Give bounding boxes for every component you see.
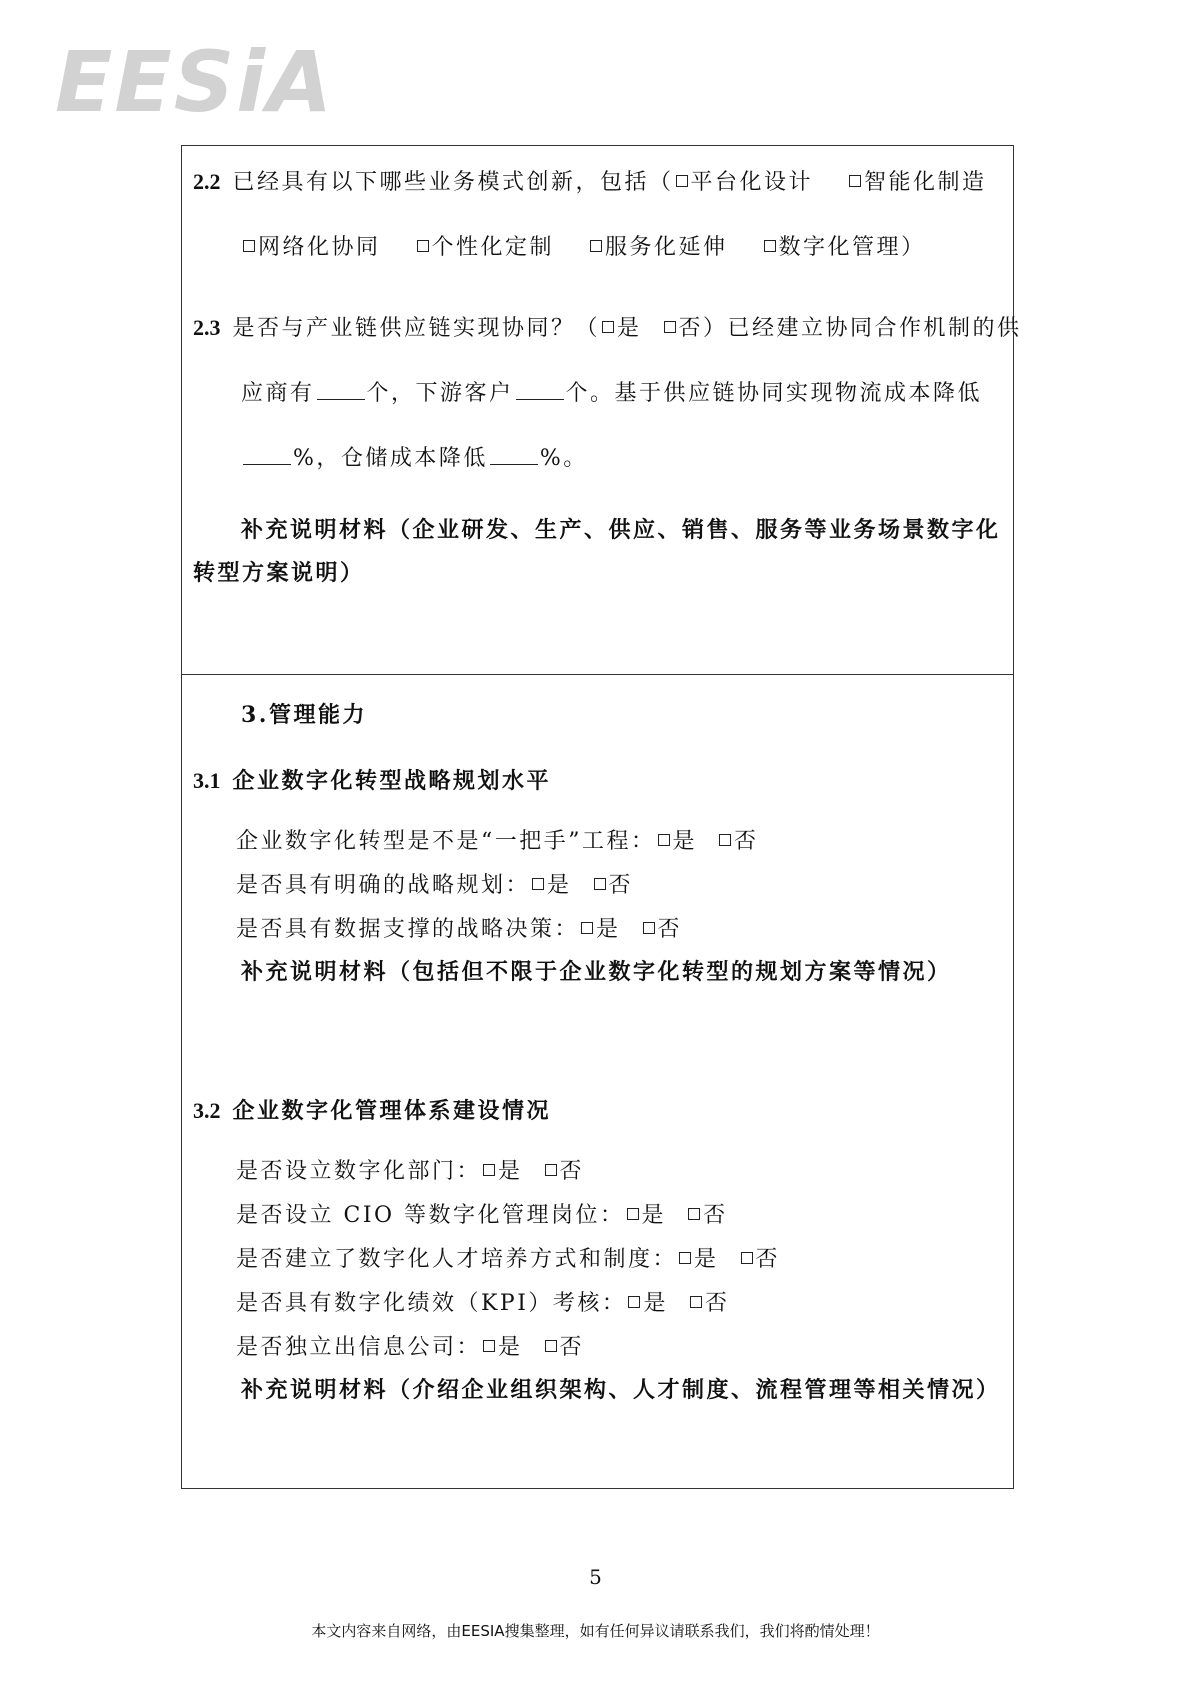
label-yes: 是	[498, 1159, 523, 1184]
checkbox-platform[interactable]	[676, 175, 688, 187]
label-yes: 是	[596, 917, 621, 942]
checkbox-digital-management[interactable]	[764, 240, 776, 252]
supplement-3-1: 补充说明材料（包括但不限于企业数字化转型的规划方案等情况）	[241, 959, 952, 985]
text-suppliers: 应商有	[241, 381, 315, 406]
label-no: 否	[657, 917, 683, 942]
label-no: 否	[608, 873, 634, 898]
option-network: 网络化协同	[258, 235, 381, 260]
item-2-2-line2	[241, 230, 926, 261]
item-3-2-q3-text: 是否建立了数字化人才培养方式和制度：	[236, 1247, 678, 1272]
item-3-1-q2-text: 是否具有明确的战略规划：	[236, 873, 531, 898]
checkbox-2-3-no[interactable]	[664, 321, 676, 333]
text-logistics: 个。基于供应链协同实现物流成本降低	[565, 381, 983, 406]
item-2-2-number: 2.2	[193, 169, 221, 194]
label-no: 否	[734, 829, 759, 854]
label-no: 否	[703, 1203, 728, 1228]
item-3-2-heading	[193, 1094, 551, 1125]
supplement-2-line2: 转型方案说明）	[193, 560, 365, 586]
blank-customers[interactable]	[516, 381, 564, 400]
text-customers: 个，下游客户	[366, 381, 514, 406]
checkbox-3-2-q2-yes[interactable]	[627, 1208, 639, 1220]
item-2-3-line2	[241, 376, 982, 407]
option-digital-management: 数字化管理	[778, 235, 902, 260]
label-yes: 是	[547, 873, 572, 898]
item-3-1-q1	[236, 824, 759, 855]
item-2-3-line1	[193, 311, 1022, 342]
item-2-2-line1	[193, 165, 987, 196]
checkbox-3-2-q4-no[interactable]	[690, 1296, 702, 1308]
item-2-3-line3	[241, 441, 588, 472]
checkbox-3-1-q1-no[interactable]	[719, 834, 731, 846]
item-2-2-close: ）	[901, 235, 926, 260]
checkbox-network[interactable]	[243, 240, 255, 252]
checkbox-customization[interactable]	[417, 240, 429, 252]
text-percent-end: %。	[539, 446, 588, 471]
item-3-2-title: 企业数字化管理体系建设情况	[232, 1098, 552, 1124]
option-platform: 平台化设计	[690, 170, 814, 195]
label-yes: 是	[643, 1291, 668, 1316]
option-service-extension: 服务化延伸	[605, 235, 728, 260]
blank-suppliers[interactable]	[317, 381, 365, 400]
item-3-2-q3	[236, 1242, 780, 1273]
checkbox-service-extension[interactable]	[590, 240, 602, 252]
supplement-2-line1: 补充说明材料（企业研发、生产、供应、销售、服务等业务场景数字化	[241, 517, 1001, 543]
item-2-2-intro: 已经具有以下哪些业务模式创新，包括（	[232, 170, 674, 195]
item-3-1-heading	[193, 764, 551, 795]
label-yes: 是	[694, 1247, 719, 1272]
item-2-3-after: ）已经建立协同合作机制的供	[703, 316, 1022, 341]
checkbox-3-2-q1-yes[interactable]	[483, 1164, 495, 1176]
footer-disclaimer: 本文内容来自网络，由EESIA搜集整理，如有任何异议请联系我们，我们将酌情处理！	[311, 1622, 880, 1640]
item-3-1-q1-text: 企业数字化转型是不是“一把手”工程：	[236, 829, 656, 854]
checkbox-3-1-q2-yes[interactable]	[532, 878, 544, 890]
checkbox-3-2-q3-yes[interactable]	[679, 1252, 691, 1264]
item-3-1-q3	[236, 912, 682, 943]
checkbox-3-1-q1-yes[interactable]	[658, 834, 670, 846]
checkbox-3-2-q1-no[interactable]	[545, 1164, 557, 1176]
item-3-1-title: 企业数字化转型战略规划水平	[232, 768, 552, 794]
item-3-2-q2	[236, 1198, 728, 1229]
item-3-2-number: 3.2	[193, 1098, 221, 1123]
checkbox-smart-manufacturing[interactable]	[849, 175, 861, 187]
item-3-2-q2-text: 是否设立 CIO 等数字化管理岗位：	[236, 1203, 625, 1228]
checkbox-3-1-q3-no[interactable]	[643, 922, 655, 934]
item-3-2-q4-text: 是否具有数字化绩效（KPI）考核：	[236, 1291, 627, 1316]
checkbox-3-2-q4-yes[interactable]	[628, 1296, 640, 1308]
checkbox-3-2-q3-no[interactable]	[741, 1252, 753, 1264]
blank-logistics-percent[interactable]	[243, 446, 291, 465]
eesia-logo: EESiA	[55, 33, 335, 131]
item-3-2-q1	[236, 1154, 584, 1185]
checkbox-3-2-q5-no[interactable]	[545, 1340, 557, 1352]
item-3-1-q2	[236, 868, 633, 899]
label-no: 否	[678, 316, 704, 341]
option-customization: 个性化定制	[431, 235, 555, 260]
label-yes: 是	[498, 1335, 523, 1360]
label-no: 否	[559, 1335, 585, 1360]
item-2-3-number: 2.3	[193, 315, 221, 340]
blank-storage-percent[interactable]	[490, 446, 538, 465]
supplement-3-2: 补充说明材料（介绍企业组织架构、人才制度、流程管理等相关情况）	[241, 1377, 1001, 1403]
item-3-2-q1-text: 是否设立数字化部门：	[236, 1159, 482, 1184]
table-divider	[182, 674, 1013, 675]
label-no: 否	[559, 1159, 585, 1184]
label-no: 否	[704, 1291, 730, 1316]
item-3-2-q4	[236, 1286, 729, 1317]
checkbox-3-1-q3-yes[interactable]	[581, 922, 593, 934]
label-no: 否	[755, 1247, 781, 1272]
item-3-2-q5	[236, 1330, 584, 1361]
label-yes: 是	[617, 316, 642, 341]
checkbox-2-3-yes[interactable]	[602, 321, 614, 333]
text-storage: %，仓储成本降低	[293, 446, 488, 471]
option-smart-manufacturing: 智能化制造	[864, 170, 987, 195]
item-3-1-q3-text: 是否具有数据支撑的战略决策：	[236, 917, 580, 942]
section-3-title: 3.管理能力	[241, 702, 367, 728]
label-yes: 是	[672, 829, 698, 854]
item-2-3-question: 是否与产业链供应链实现协同？（	[232, 316, 601, 341]
checkbox-3-1-q2-no[interactable]	[594, 878, 606, 890]
checkbox-3-2-q5-yes[interactable]	[483, 1340, 495, 1352]
label-yes: 是	[641, 1203, 667, 1228]
item-3-1-number: 3.1	[193, 768, 221, 793]
page-number: 5	[589, 1565, 602, 1589]
checkbox-3-2-q2-no[interactable]	[688, 1208, 700, 1220]
item-3-2-q5-text: 是否独立出信息公司：	[236, 1335, 482, 1360]
